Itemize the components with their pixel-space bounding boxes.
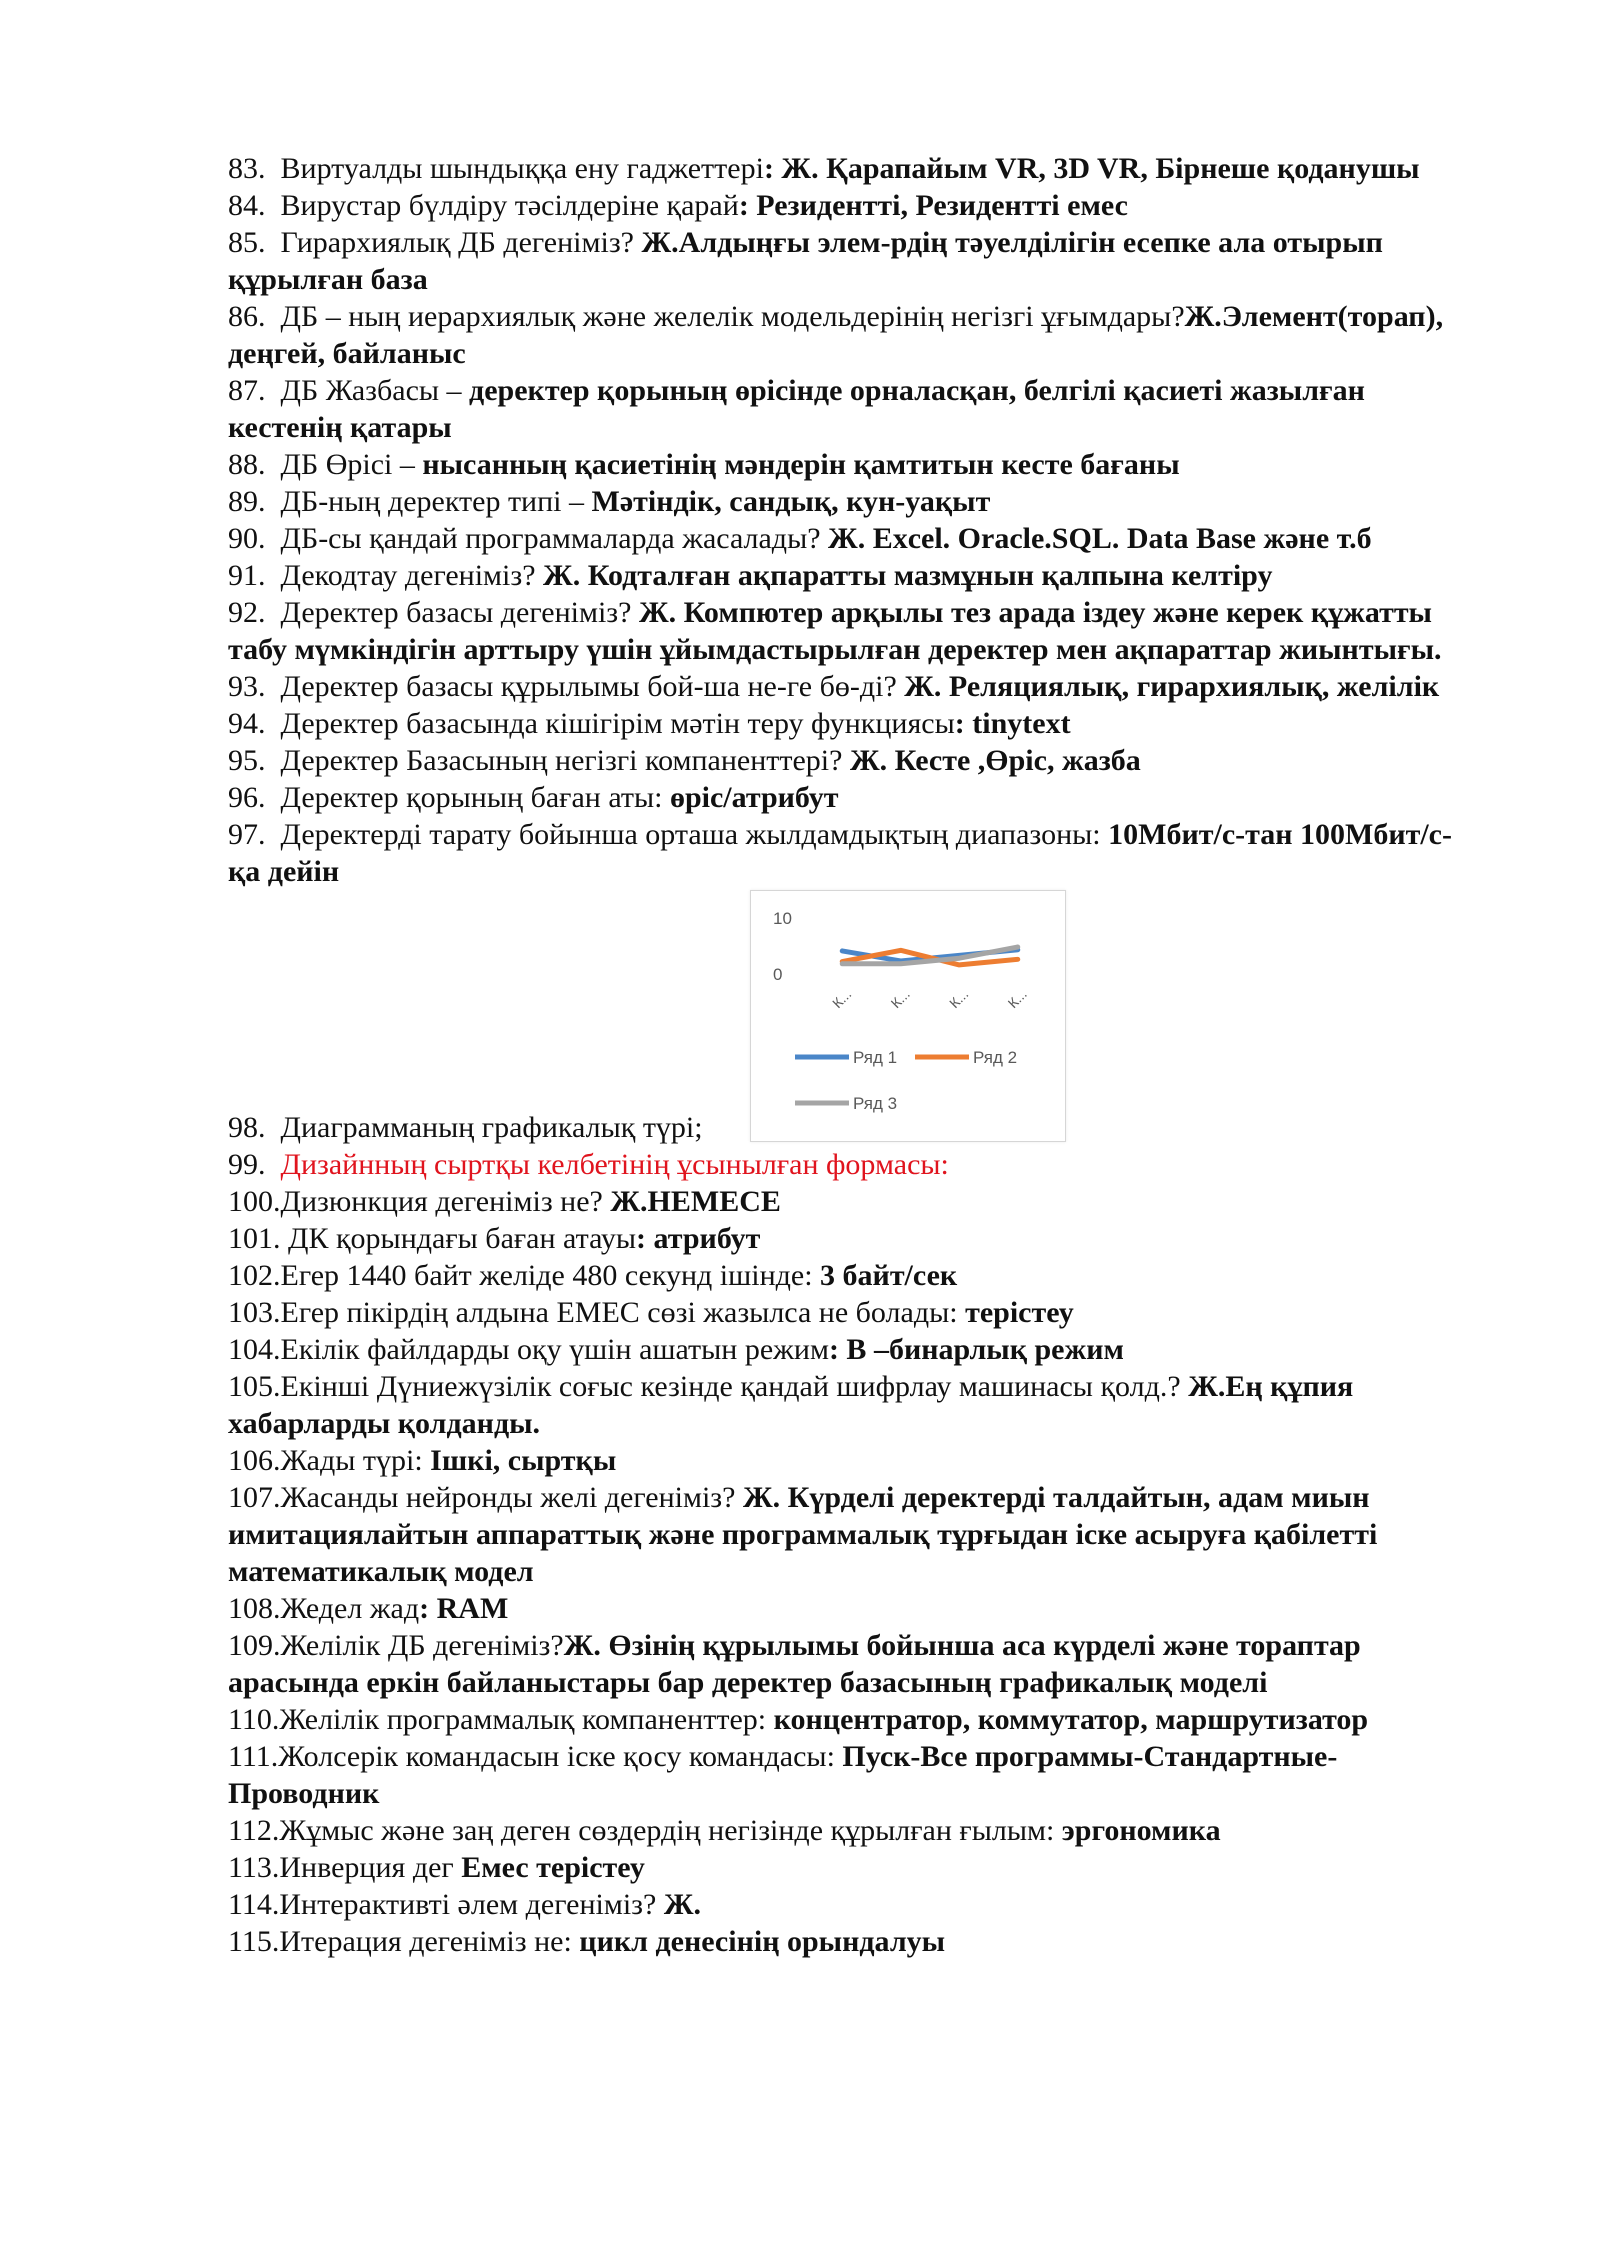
question-number: 87.	[228, 374, 266, 407]
question-text: ДБ Өрісі –	[280, 448, 423, 481]
question-item	[228, 1183, 1478, 1220]
question-item	[228, 187, 1478, 224]
line-chart	[750, 890, 1066, 1142]
answer-text: : Ж. Қарапайым VR, 3D VR, Бірнеше қоданушы	[763, 152, 1420, 185]
answer-text: Ж. Кодталған ақпаратты мазмұнын қалпына келтіру	[543, 559, 1273, 592]
y-tick-label: 10	[773, 909, 792, 928]
question-number: 98.	[228, 1111, 266, 1144]
answer-text: : Резидентті, Резидентті емес	[738, 189, 1128, 222]
question-number: 93.	[228, 670, 266, 703]
question-text: ДК қорындағы баған атауы	[280, 1222, 637, 1255]
question-number: 97.	[228, 818, 266, 851]
question-text: Деректерді тарату бойынша орташа жылдамдықтың диапазоны:	[280, 818, 1109, 851]
question-number: 88.	[228, 448, 266, 481]
question-number: 105.	[228, 1370, 281, 1403]
legend-label: Ряд 1	[853, 1048, 898, 1067]
question-item	[228, 557, 1478, 594]
question-text: Желілік программалық компаненттер:	[279, 1703, 774, 1736]
question-number: 111.	[228, 1740, 279, 1773]
answer-text: эргономика	[1061, 1814, 1221, 1847]
question-text: Интерактивті әлем дегеніміз?	[279, 1888, 664, 1921]
question-item	[228, 372, 1478, 446]
question-item	[228, 224, 1478, 298]
question-number: 84.	[228, 189, 266, 222]
question-item	[228, 1849, 1478, 1886]
question-number: 103.	[228, 1296, 281, 1329]
question-text: Итерация дегеніміз не:	[279, 1925, 580, 1958]
legend-label: Ряд 2	[973, 1048, 1018, 1067]
question-text: Деректер қорының баған аты:	[280, 781, 670, 814]
legend-label: Ряд 3	[853, 1094, 898, 1113]
question-number: 112.	[228, 1814, 280, 1847]
question-text: Гирархиялық ДБ дегеніміз?	[280, 226, 642, 259]
question-item	[228, 1368, 1478, 1442]
question-item	[228, 1923, 1478, 1960]
question-text: Жасанды нейронды желі дегеніміз?	[280, 1481, 743, 1514]
question-item	[228, 1590, 1478, 1627]
question-number: 89.	[228, 485, 266, 518]
x-tick-label: К...	[887, 985, 913, 1012]
question-number: 99.	[228, 1148, 266, 1181]
question-text: Деректер базасы құрылымы бой-ша не-ге бө-ді?	[280, 670, 905, 703]
y-tick-label: 0	[773, 965, 783, 984]
question-item	[228, 779, 1478, 816]
answer-text: Ж.Алдыңғы элем-рдің тәуелділігін есепке ала отырып құрылған база	[228, 226, 1383, 296]
answer-text: деректер қорының өрісінде орналасқан, белгілі қасиеті жазылған кестенің қатары	[228, 374, 1365, 444]
question-number: 110.	[228, 1703, 280, 1736]
question-number: 114.	[228, 1888, 280, 1921]
question-number: 102.	[228, 1259, 281, 1292]
questions-block-2	[228, 1183, 1478, 1960]
question-number: 95.	[228, 744, 266, 777]
question-number: 92.	[228, 596, 266, 629]
question-text: ДБ – ның иерархиялық және желелік модельдерінің негізгі ұғымдары?	[280, 300, 1185, 333]
answer-text: : tinytext	[954, 707, 1071, 740]
questions-block-1	[228, 150, 1478, 890]
question-number: 85.	[228, 226, 266, 259]
answer-text: Пуск-Все программы-Стандартные-Проводник	[228, 1740, 1338, 1810]
question-number: 113.	[228, 1851, 280, 1884]
answer-text: Ж. Реляциялық, гирархиялық, желілік	[904, 670, 1440, 703]
answer-text: : RAM	[419, 1592, 509, 1625]
question-item	[228, 520, 1478, 557]
line-chart-svg	[751, 891, 1065, 1141]
question-text: ДБ Жазбасы –	[280, 374, 470, 407]
question-item	[228, 594, 1478, 668]
question-number: 109.	[228, 1629, 281, 1662]
document-content	[228, 150, 1478, 1960]
answer-text: Ж. Өзінің құрылымы бойынша аса күрделі және тораптар арасында еркін байланыстары бар деректер базасының графикалық моделі	[228, 1629, 1361, 1699]
x-tick-label: К...	[829, 985, 855, 1012]
question-number: 86.	[228, 300, 266, 333]
question-text: Диаграмманың графикалық түрі;	[280, 1111, 703, 1144]
question-number: 83.	[228, 152, 266, 185]
answer-text: цикл денесінің орындалуы	[579, 1925, 946, 1958]
question-item	[228, 298, 1478, 372]
question-text: Екілік файлдарды оқу үшін ашатын режим	[280, 1333, 829, 1366]
question-item	[228, 816, 1478, 890]
question-number: 107.	[228, 1481, 281, 1514]
question-text: Егер 1440 байт желіде 480 секунд ішінде:	[280, 1259, 821, 1292]
answer-text: Ж.НЕМЕСЕ	[610, 1185, 781, 1218]
question-99	[228, 1146, 1478, 1183]
question-item	[228, 1738, 1478, 1812]
answer-text: Ж. Компютер арқылы тез арада іздеу және керек құжатты табу мүмкіндігін арттыру үшін ұйымдастырылған деректер мен ақпараттар жиынтығы.	[228, 596, 1442, 666]
question-text: Жұмыс және заң деген сөздердің негізінде құрылған ғылым:	[279, 1814, 1062, 1847]
question-number: 91.	[228, 559, 266, 592]
question-number: 106.	[228, 1444, 281, 1477]
question-number: 108.	[228, 1592, 281, 1625]
question-item	[228, 1479, 1478, 1590]
question-item	[228, 1701, 1478, 1738]
x-tick-label: К...	[946, 985, 972, 1012]
question-text: Жады түрі:	[280, 1444, 431, 1477]
question-number: 90.	[228, 522, 266, 555]
question-text: Инверция дег	[279, 1851, 462, 1884]
question-text: Вирустар бүлдіру тәсілдеріне қарай	[280, 189, 739, 222]
question-text: Деректер Базасының негізгі компаненттері?	[280, 744, 850, 777]
answer-text: концентратор, коммутатор, маршрутизатор	[773, 1703, 1369, 1736]
question-item	[228, 483, 1478, 520]
question-number: 96.	[228, 781, 266, 814]
question-item	[228, 742, 1478, 779]
question-item	[228, 1886, 1478, 1923]
answer-text: : В –бинарлық режим	[828, 1333, 1124, 1366]
question-item	[228, 1812, 1478, 1849]
question-text: Егер пікірдің алдына ЕМЕС сөзі жазылса не болады:	[280, 1296, 966, 1329]
answer-text: Ж.Ең құпия хабарларды қолданды.	[228, 1370, 1354, 1440]
question-item	[228, 1257, 1478, 1294]
answer-text: 10Мбит/с-тан 100Мбит/с-қа дейін	[228, 818, 1452, 888]
answer-text: Емес терістеу	[461, 1851, 645, 1884]
question-number: 100.	[228, 1185, 281, 1218]
question-number: 101.	[228, 1222, 281, 1255]
answer-text: нысанның қасиетінің мәндерін қамтитын кесте бағаны	[422, 448, 1180, 481]
answer-text: : атрибут	[636, 1222, 761, 1255]
answer-text: Ж.	[663, 1888, 701, 1921]
question-text: Деректер базасында кішігірім мәтін теру функциясы	[280, 707, 955, 740]
answer-text: Ж. Excel. Oracle.SQL. Data Base және т.б	[828, 522, 1372, 555]
question-98	[228, 1109, 703, 1146]
question-item	[228, 668, 1478, 705]
question-item	[228, 705, 1478, 742]
question-text: Дизайнның сыртқы келбетінің ұсынылған формасы:	[280, 1148, 949, 1181]
question-number: 104.	[228, 1333, 281, 1366]
answer-text: терістеу	[965, 1296, 1074, 1329]
question-text: Декодтау дегеніміз?	[280, 559, 544, 592]
answer-text: Ішкі, сыртқы	[430, 1444, 617, 1477]
question-text: Желілік ДБ дегеніміз?	[280, 1629, 564, 1662]
answer-text: Ж. Кесте ,Өріс, жазба	[849, 744, 1141, 777]
question-text: ДБ-ның деректер типі –	[280, 485, 592, 518]
question-98-row	[228, 890, 1478, 1146]
question-number: 94.	[228, 707, 266, 740]
question-item	[228, 1294, 1478, 1331]
question-text: Екінші Дүниежүзілік соғыс кезінде қандай шифрлау машинасы қолд.?	[280, 1370, 1189, 1403]
question-item	[228, 1220, 1478, 1257]
question-item	[228, 150, 1478, 187]
question-text: Дизюнкция дегеніміз не?	[280, 1185, 611, 1218]
question-text: ДБ-сы қандай программаларда жасалады?	[280, 522, 829, 555]
question-text: Виртуалды шындыққа ену гаджеттері	[280, 152, 764, 185]
question-item	[228, 1442, 1478, 1479]
question-item	[228, 1627, 1478, 1701]
x-tick-label: К...	[1004, 985, 1030, 1012]
question-text: Жолсерік командасын іске қосу командасы:	[278, 1740, 843, 1773]
question-item	[228, 1331, 1478, 1368]
answer-text: 3 байт/сек	[820, 1259, 958, 1292]
answer-text: Ж.Элемент(торап), деңгей, байланыс	[228, 300, 1444, 370]
answer-text: Ж. Күрделі деректерді талдайтын, адам миын имитациялайтын аппараттық және программалық тұрғыдан іске асыруға қабілетті математикалық модел	[228, 1481, 1378, 1588]
answer-text: Мәтіндік, сандық, кун-уақыт	[591, 485, 991, 518]
question-number: 115.	[228, 1925, 280, 1958]
question-item	[228, 446, 1478, 483]
answer-text: өріс/атрибут	[669, 781, 839, 814]
question-text: Жедел жад	[280, 1592, 420, 1625]
question-text: Деректер базасы дегеніміз?	[280, 596, 639, 629]
